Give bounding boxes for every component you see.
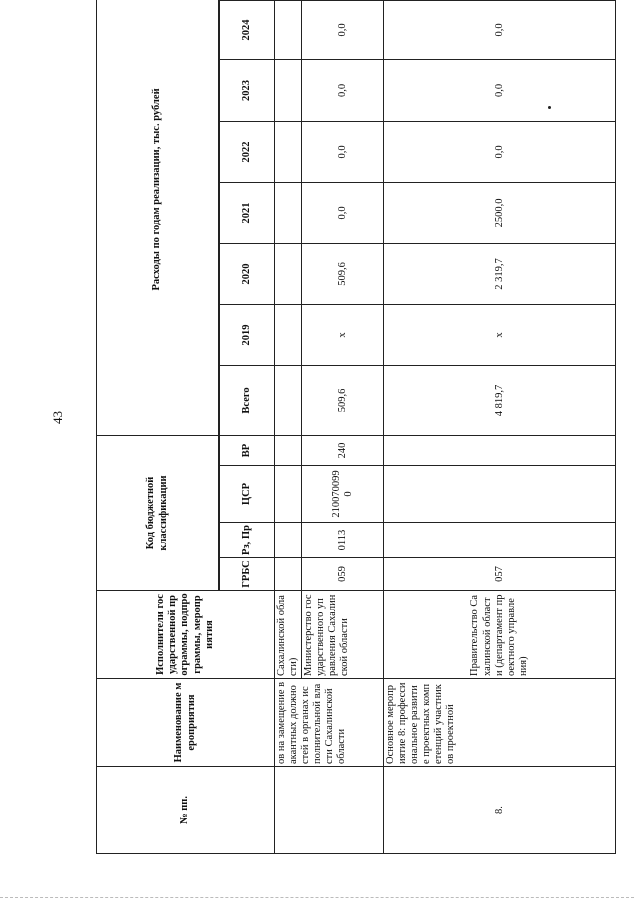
cell-vr-empty [275,435,302,465]
cell-total: 509,6 [302,365,384,435]
cell-total-empty [275,365,302,435]
row-num [275,767,384,854]
header-year-2019: 2019 [220,304,275,365]
row-executor: Правительство Сахалинской области (департамент проектного управления) [384,591,616,679]
cell-vr [384,435,616,465]
row-name: Основное мероприятие 8: профессиональное развитие проектных компетенций участников проектной [384,679,616,767]
header-grbs: ГРБС [220,558,275,591]
header-year-2023: 2023 [220,59,275,121]
header-total: Всего [220,365,275,435]
cell-2019: x [302,304,384,365]
header-vr: ВР [220,435,275,465]
scan-edge-line [0,897,634,898]
table-row [384,0,616,854]
header-rzpr: Рз, Пр [220,523,275,558]
cell-2020: 509,6 [302,243,384,304]
header-executor: Исполнители государственной программы, подпрограммы, мероприятия [97,591,275,679]
cell-empty [275,59,302,121]
cell-2024: 0,0 [384,0,616,59]
cell-grbs: 059 [302,558,384,591]
cell-grbs: 057 [384,558,616,591]
cell-rzpr: 0113 [302,523,384,558]
cell-csr-empty [275,466,302,523]
cell-2024: 0,0 [302,0,384,59]
cell-total: 4 819,7 [384,365,616,435]
header-year-2021: 2021 [220,182,275,243]
cell-rzpr-empty [275,523,302,558]
header-budget-code: Код бюджетной классификации [97,435,219,590]
cell-vr: 240 [302,435,384,465]
cell-rzpr [384,523,616,558]
header-expenses: Расходы по годам реализации, тыс. рублей [97,0,219,435]
cell-empty [275,121,302,182]
row-name: ов на замещение вакантных должностей в органах исполнительной власти Сахалинской области [275,679,384,767]
cell-2023: 0,0 [384,59,616,121]
cell-2022: 0,0 [384,121,616,182]
header-row-1 [97,0,219,854]
cell-empty [275,182,302,243]
cell-2022: 0,0 [302,121,384,182]
table-row [275,0,302,854]
cell-empty [275,304,302,365]
header-csr: ЦСР [220,466,275,523]
header-year-2020: 2020 [220,243,275,304]
cell-empty [275,0,302,59]
budget-table [96,0,616,854]
cell-2019: x [384,304,616,365]
cell-csr: 2100700990 [302,466,384,523]
cell-2020: 2 319,7 [384,243,616,304]
row-executor-continuation: Сахалинской области) [275,591,302,679]
page-number: 43 [50,411,65,424]
cell-empty [275,243,302,304]
cell-2023: 0,0 [302,59,384,121]
cell-grbs-empty [275,558,302,591]
cell-2021: 0,0 [302,182,384,243]
row-executor: Министерство государственного управления Сахалинской области [302,591,384,679]
cell-2021: 2500,0 [384,182,616,243]
row-num: 8. [384,767,616,854]
header-year-2022: 2022 [220,121,275,182]
cell-csr [384,466,616,523]
header-name: Наименование мероприятия [97,679,275,767]
budget-table-rotated [96,19,611,854]
header-year-2024: 2024 [220,0,275,59]
header-num: № пп. [97,767,275,854]
